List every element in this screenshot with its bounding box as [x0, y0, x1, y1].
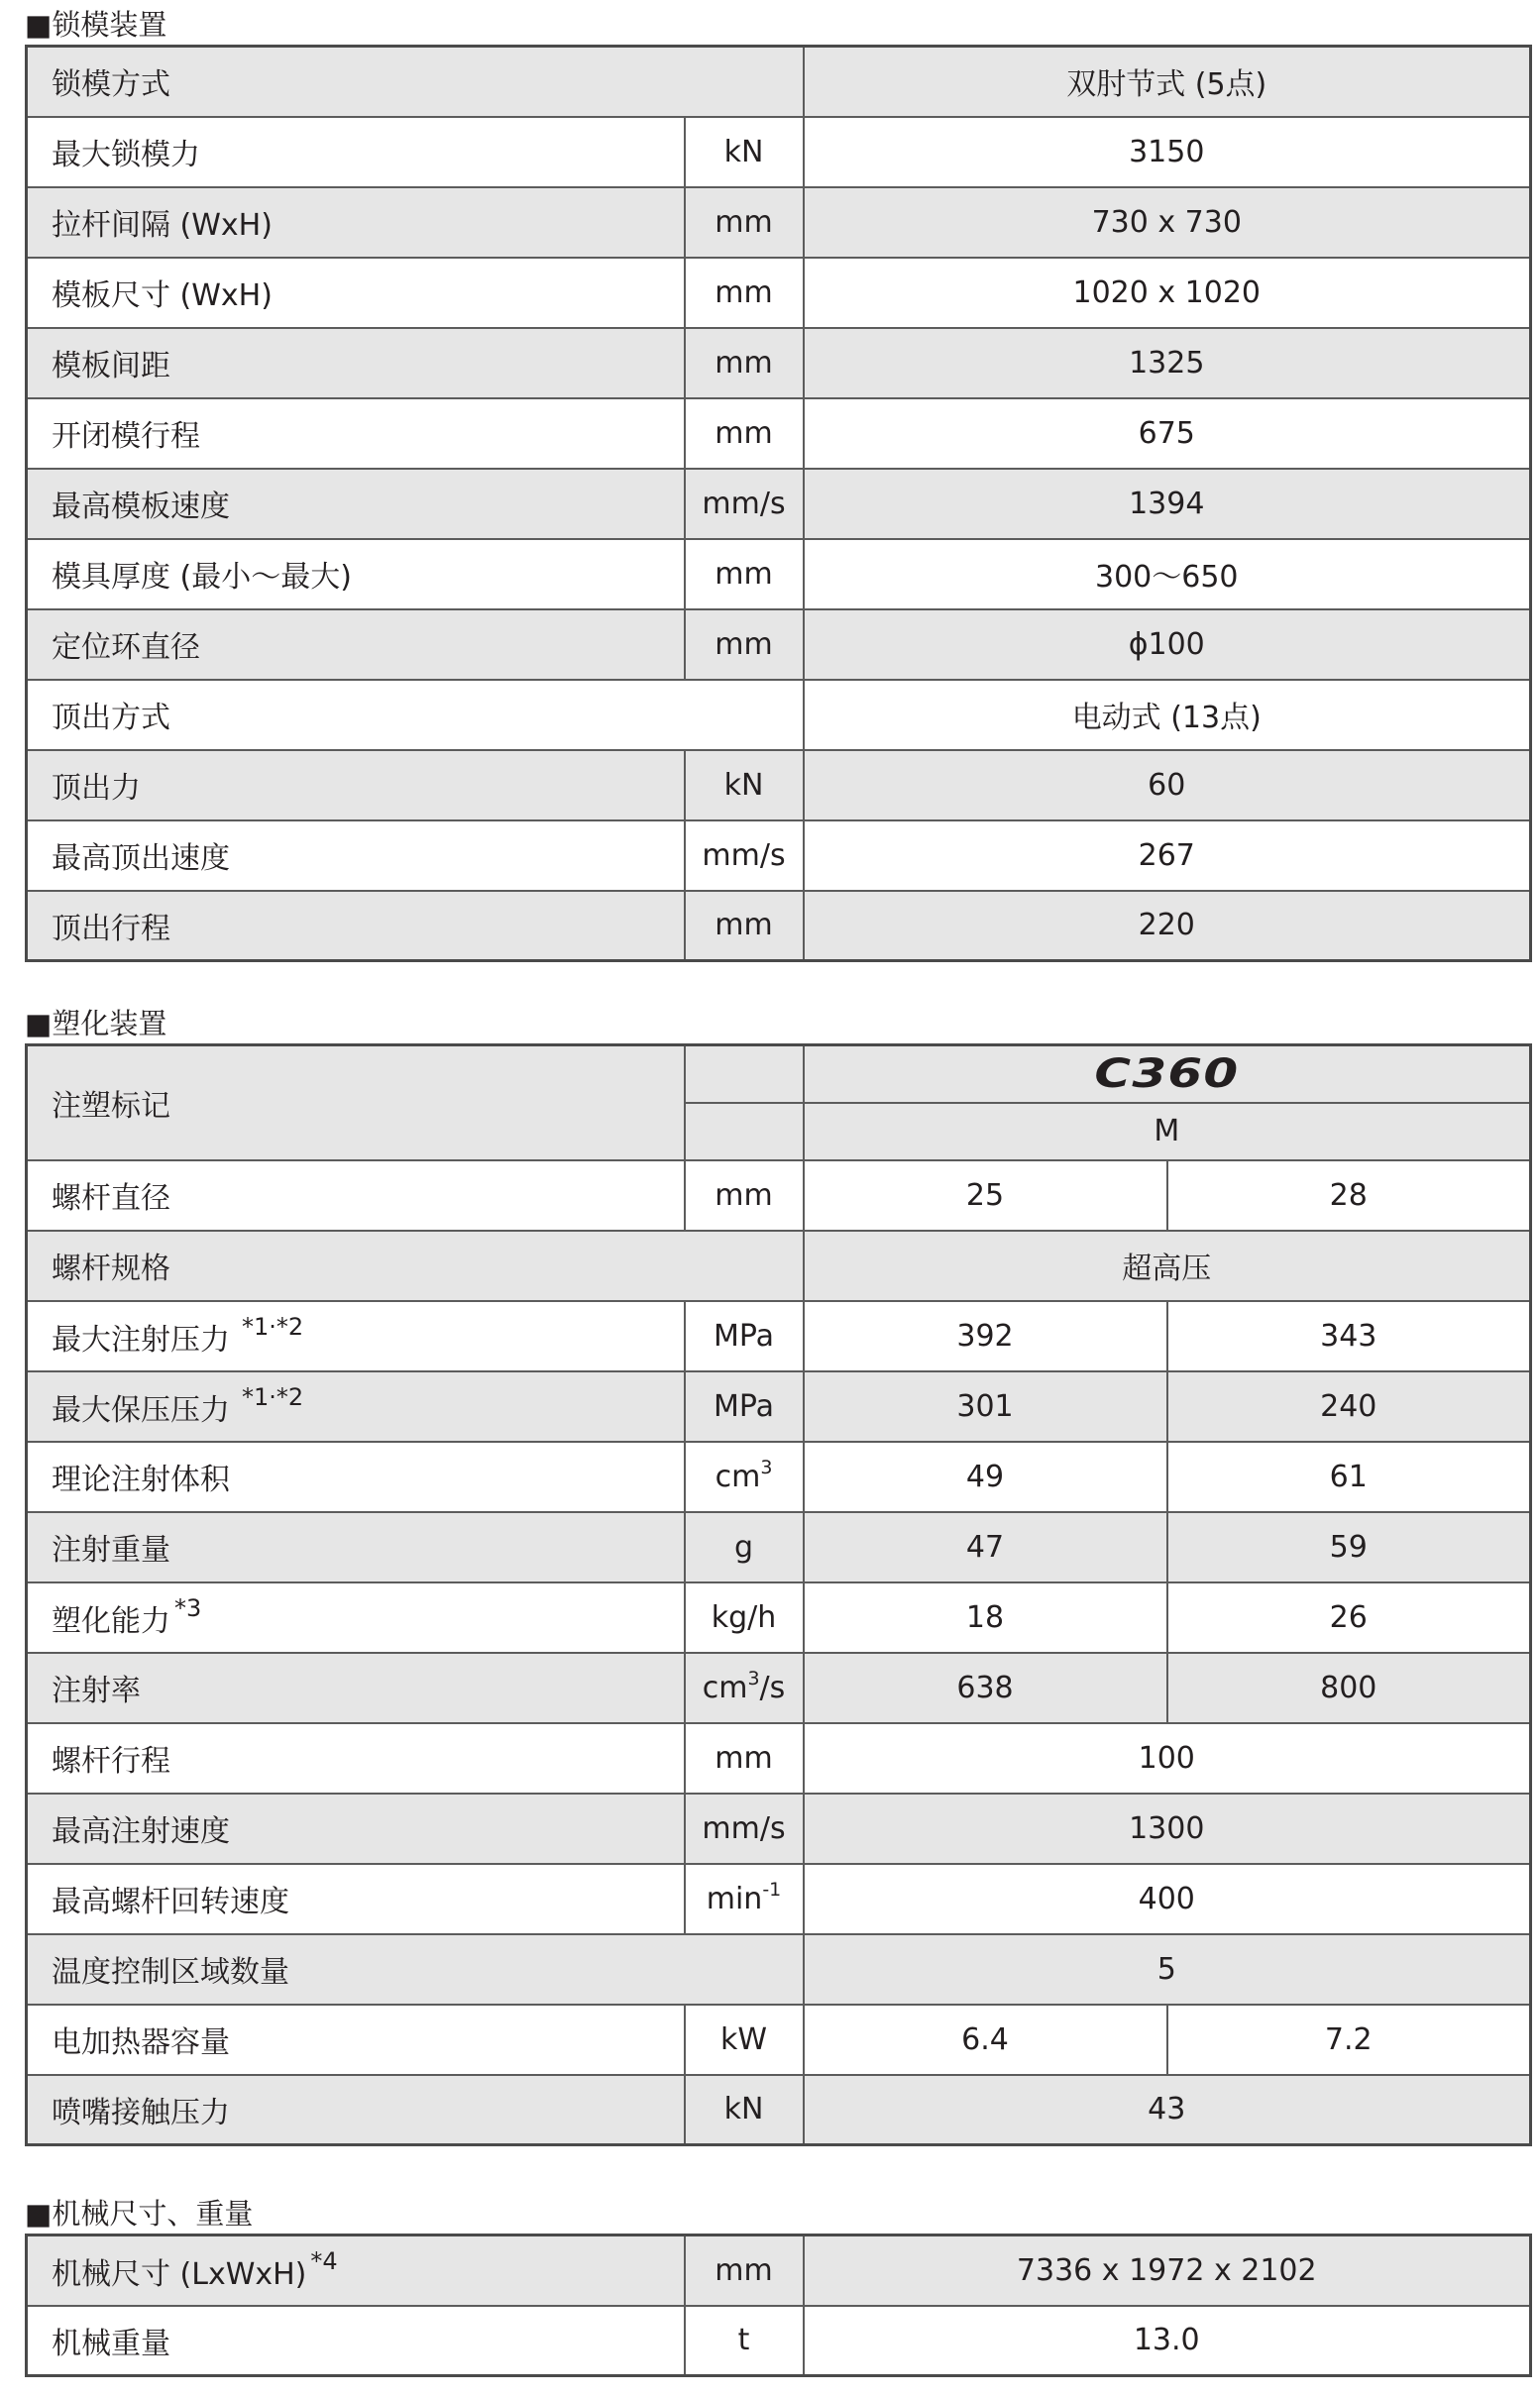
row-label: 螺杆直径 [27, 1160, 685, 1231]
row-value: 3150 [804, 117, 1531, 187]
table-row [27, 258, 1531, 328]
row-label: 模板间距 [27, 328, 685, 398]
table-row [27, 680, 1531, 750]
table-row [27, 1794, 1531, 1864]
section-title-clamp: ■锁模装置 [25, 8, 167, 42]
row-label: 模板尺寸 (WxH) [27, 258, 685, 328]
table-row [27, 1045, 1531, 1103]
table-row [27, 1653, 1531, 1723]
unit-superscript: 3 [760, 1456, 773, 1478]
row-value: 43 [804, 2075, 1531, 2145]
row-unit: cm [702, 1670, 748, 1705]
row-label: 机械尺寸 (LxWxH) [52, 2257, 307, 2293]
row-value: 电动式 (13点) [804, 680, 1531, 750]
row-value-1: 25 [804, 1160, 1167, 1231]
row-unit: g [685, 1512, 804, 1582]
table-row [27, 1371, 1531, 1442]
row-value: 双肘节式 (5点) [804, 47, 1531, 117]
table-row [27, 1160, 1531, 1231]
table-row [27, 1301, 1531, 1371]
table-row [27, 1864, 1531, 1934]
unit-superscript: -1 [762, 1878, 782, 1901]
row-unit: mm/s [685, 820, 804, 891]
row-value-1: 392 [804, 1301, 1167, 1371]
row-value: 1300 [804, 1794, 1531, 1864]
row-value-2: 61 [1167, 1442, 1531, 1512]
row-label: 塑化能力 [52, 1604, 170, 1639]
table-row [27, 117, 1531, 187]
clamp-spec-table [25, 45, 1532, 962]
row-label: 电加热器容量 [27, 2005, 685, 2075]
row-unit: MPa [685, 1301, 804, 1371]
row-value-1: 638 [804, 1653, 1167, 1723]
row-value-2: 59 [1167, 1512, 1531, 1582]
table-row [27, 820, 1531, 891]
row-unit: mm/s [685, 1794, 804, 1864]
row-unit: mm [685, 1723, 804, 1794]
row-label: 顶出力 [27, 750, 685, 820]
row-value-2: 800 [1167, 1653, 1531, 1723]
row-label: 顶出行程 [27, 891, 685, 961]
row-unit: mm [685, 539, 804, 609]
row-value: 1020 x 1020 [804, 258, 1531, 328]
model-cell [804, 1045, 1531, 1103]
row-label: 锁模方式 [27, 47, 804, 117]
table-row [27, 2075, 1531, 2145]
row-unit: mm [685, 258, 804, 328]
model-logo: C360 [1094, 1050, 1240, 1097]
row-unit-cell [685, 1864, 804, 1934]
table-row [27, 1582, 1531, 1653]
row-label: 注塑标记 [27, 1045, 685, 1160]
row-value: ϕ100 [804, 609, 1531, 680]
footnote-mark: *4 [310, 2247, 338, 2276]
table-row [27, 1442, 1531, 1512]
footnote-mark: *1·*2 [242, 1313, 304, 1341]
row-value: 7336 x 1972 x 2102 [804, 2235, 1531, 2306]
row-label: 定位环直径 [27, 609, 685, 680]
row-unit-cell [685, 1442, 804, 1512]
row-value: 1325 [804, 328, 1531, 398]
row-value: 220 [804, 891, 1531, 961]
row-unit: kg/h [685, 1582, 804, 1653]
row-label: 顶出方式 [27, 680, 804, 750]
row-label-cell [27, 1582, 685, 1653]
header-unit-cell [685, 1103, 804, 1160]
row-unit: mm [685, 2235, 804, 2306]
row-value: 730 x 730 [804, 187, 1531, 258]
row-value: 400 [804, 1864, 1531, 1934]
row-label: 温度控制区域数量 [27, 1934, 804, 2005]
table-row [27, 609, 1531, 680]
row-value-1: 301 [804, 1371, 1167, 1442]
row-value-1: 47 [804, 1512, 1167, 1582]
row-value-2: 28 [1167, 1160, 1531, 1231]
injection-spec-table [25, 1043, 1532, 2146]
row-value: 13.0 [804, 2306, 1531, 2376]
table-row [27, 1231, 1531, 1301]
row-value: 675 [804, 398, 1531, 469]
row-unit-tail: /s [759, 1670, 786, 1705]
unit-superscript: 3 [747, 1667, 760, 1690]
header-unit-cell [685, 1045, 804, 1103]
section-title-machine: ■机械尺寸、重量 [25, 2197, 254, 2231]
row-label: 最高模板速度 [27, 469, 685, 539]
row-unit: mm [685, 891, 804, 961]
table-row [27, 539, 1531, 609]
row-unit: min [706, 1881, 763, 1916]
row-value-2: 240 [1167, 1371, 1531, 1442]
row-value-1: 18 [804, 1582, 1167, 1653]
table-row [27, 750, 1531, 820]
row-label: 理论注射体积 [27, 1442, 685, 1512]
row-value-1: 6.4 [804, 2005, 1167, 2075]
row-value: 超高压 [804, 1231, 1531, 1301]
row-unit: t [685, 2306, 804, 2376]
row-label: 最高螺杆回转速度 [27, 1864, 685, 1934]
row-unit: mm/s [685, 469, 804, 539]
row-label-cell [27, 2235, 685, 2306]
footnote-mark: *3 [174, 1594, 202, 1622]
table-row [27, 1512, 1531, 1582]
row-value: 300～650 [804, 539, 1531, 609]
row-unit: cm [715, 1459, 761, 1494]
section-title-injection: ■塑化装置 [25, 1007, 167, 1040]
row-label: 喷嘴接触压力 [27, 2075, 685, 2145]
row-label: 最大锁模力 [27, 117, 685, 187]
table-row [27, 47, 1531, 117]
row-unit: kN [685, 2075, 804, 2145]
row-label: 机械重量 [27, 2306, 685, 2376]
table-row [27, 891, 1531, 961]
row-unit: mm [685, 1160, 804, 1231]
table-row [27, 2306, 1531, 2376]
machine-spec-table [25, 2234, 1532, 2377]
row-value: 1394 [804, 469, 1531, 539]
table-row [27, 2235, 1531, 2306]
row-unit: kN [685, 750, 804, 820]
screw-type: M [804, 1103, 1531, 1160]
row-unit: mm [685, 398, 804, 469]
row-value: 60 [804, 750, 1531, 820]
row-label: 注射率 [27, 1653, 685, 1723]
row-unit-cell [685, 1653, 804, 1723]
row-unit: mm [685, 609, 804, 680]
table-row [27, 469, 1531, 539]
table-row [27, 1723, 1531, 1794]
row-value-2: 7.2 [1167, 2005, 1531, 2075]
row-value: 267 [804, 820, 1531, 891]
table-row [27, 328, 1531, 398]
row-label: 拉杆间隔 (WxH) [27, 187, 685, 258]
row-unit: MPa [685, 1371, 804, 1442]
row-label: 螺杆规格 [27, 1231, 804, 1301]
table-row [27, 1934, 1531, 2005]
table-row [27, 2005, 1531, 2075]
table-row [27, 398, 1531, 469]
row-label: 螺杆行程 [27, 1723, 685, 1794]
row-label: 模具厚度 (最小～最大) [27, 539, 685, 609]
row-value-1: 49 [804, 1442, 1167, 1512]
row-label: 开闭模行程 [27, 398, 685, 469]
row-value: 5 [804, 1934, 1531, 2005]
row-label: 最高顶出速度 [27, 820, 685, 891]
row-label: 注射重量 [27, 1512, 685, 1582]
row-unit: mm [685, 187, 804, 258]
row-unit: mm [685, 328, 804, 398]
row-value: 100 [804, 1723, 1531, 1794]
table-row [27, 187, 1531, 258]
row-value-2: 343 [1167, 1301, 1531, 1371]
row-label-cell [27, 1301, 685, 1371]
row-unit: kW [685, 2005, 804, 2075]
row-unit: kN [685, 117, 804, 187]
row-label: 最大注射压力 [52, 1323, 230, 1358]
footnote-mark: *1·*2 [242, 1383, 304, 1411]
row-label-cell [27, 1371, 685, 1442]
row-label: 最高注射速度 [27, 1794, 685, 1864]
row-value-2: 26 [1167, 1582, 1531, 1653]
row-label: 最大保压压力 [52, 1393, 230, 1428]
